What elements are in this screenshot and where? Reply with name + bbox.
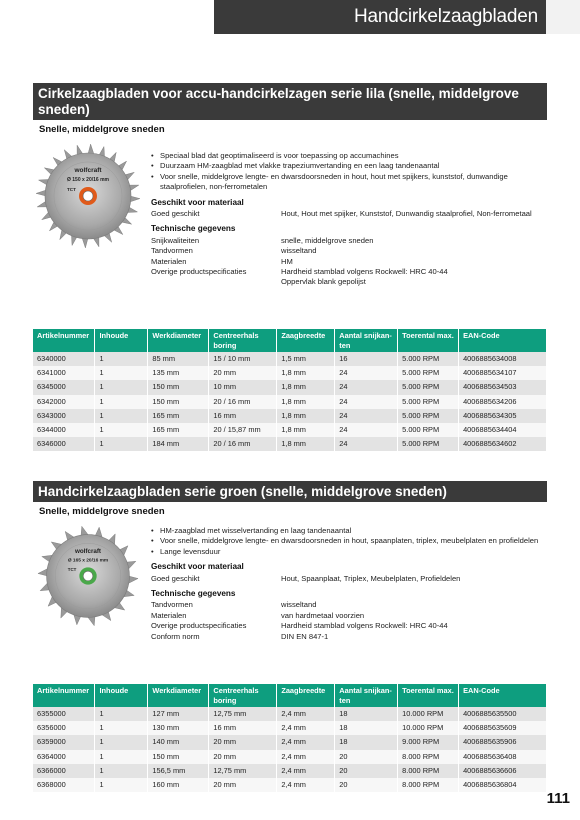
table-cell: 2,4 mm	[277, 721, 335, 735]
table-cell: 2,4 mm	[277, 707, 335, 721]
column-header: Inhoude	[95, 329, 148, 352]
table-cell: 12,75 mm	[209, 707, 277, 721]
table-cell: 24	[335, 409, 398, 423]
table-cell: 20 / 15,87 mm	[209, 423, 277, 437]
table-cell: 6356000	[33, 721, 95, 735]
table-cell: 130 mm	[148, 721, 209, 735]
table-cell: 4006885635609	[459, 721, 547, 735]
table-cell: 150 mm	[148, 380, 209, 394]
table-cell: 6346000	[33, 437, 95, 451]
table-cell: 20 mm	[209, 750, 277, 764]
table-cell: 10 mm	[209, 380, 277, 394]
table-cell: 6342000	[33, 395, 95, 409]
table-cell: 156,5 mm	[148, 764, 209, 778]
tech-key: Tandvormen	[151, 246, 193, 256]
table-cell: 4006885636408	[459, 750, 547, 764]
product-info	[151, 526, 547, 642]
table-cell: 24	[335, 437, 398, 451]
table-cell: 4006885634107	[459, 366, 547, 380]
tech-value: Hardheid stamblad volgens Rockwell: HRC 40-44	[281, 621, 448, 631]
table-cell: 4006885634008	[459, 352, 547, 366]
table-row	[33, 721, 547, 735]
column-header: Werkdiameter	[148, 684, 209, 707]
table-cell: 8.000 RPM	[398, 764, 459, 778]
tech-row	[151, 632, 547, 642]
tech-heading: Technische gegevens	[151, 224, 236, 234]
column-header: Werkdiameter	[148, 329, 209, 352]
table-cell: 24	[335, 366, 398, 380]
tech-value: wisseltand	[281, 600, 317, 610]
table-cell: 2,4 mm	[277, 735, 335, 749]
feature-item: • Voor snelle, middelgrove lengte- en dwarsdoorsneden in hout, spaanplaten, triplex, meubelplaten en profieldelen	[151, 536, 547, 546]
section-subtitle: Snelle, middelgrove sneden	[39, 506, 165, 517]
material-row	[151, 209, 547, 219]
tech-value: snelle, middelgrove sneden	[281, 235, 374, 245]
table-cell: 160 mm	[148, 778, 209, 792]
table-cell: 184 mm	[148, 437, 209, 451]
table-cell: 1	[95, 409, 148, 423]
feature-item: • HM-zaagblad met wisselvertanding en laag tandenaantal	[151, 526, 547, 536]
table-row	[33, 423, 547, 437]
material-value: Hout, Hout met spijker, Kunststof, Dunwandig staalprofiel, Non-ferrometaal	[281, 209, 532, 219]
table-cell: 135 mm	[148, 366, 209, 380]
table-cell: 140 mm	[148, 735, 209, 749]
table-cell: 6343000	[33, 409, 95, 423]
saw-blade-image	[35, 523, 141, 629]
table-cell: 20 mm	[209, 366, 277, 380]
tech-value: Hardheid stamblad volgens Rockwell: HRC 40-44	[281, 267, 448, 277]
table-cell: 165 mm	[148, 409, 209, 423]
table-cell: 8.000 RPM	[398, 750, 459, 764]
page-header-title: Handcirkelzaagbladen	[214, 0, 546, 34]
table-header-row	[33, 329, 547, 352]
table-cell: 16	[335, 352, 398, 366]
table-cell: 1	[95, 707, 148, 721]
table-cell: 4006885634206	[459, 395, 547, 409]
table-cell: 1	[95, 778, 148, 792]
table-cell: 1,8 mm	[277, 395, 335, 409]
table-cell: 1	[95, 395, 148, 409]
table-cell: 6355000	[33, 707, 95, 721]
tech-value: wisseltand	[281, 246, 317, 256]
blade-tct-label: TCT	[67, 187, 76, 192]
tech-key: Materialen	[151, 256, 187, 266]
tech-row	[151, 236, 547, 246]
section-title: Handcirkelzaagbladen serie groen (snelle, middelgrove sneden)	[33, 481, 547, 502]
table-cell: 2,4 mm	[277, 778, 335, 792]
table-cell: 150 mm	[148, 750, 209, 764]
table-row	[33, 735, 547, 749]
tech-row	[151, 621, 547, 631]
column-header: Toerental max.	[398, 329, 459, 352]
table-cell: 1	[95, 721, 148, 735]
table-cell: 16 mm	[209, 409, 277, 423]
table-cell: 24	[335, 423, 398, 437]
table-cell: 24	[335, 380, 398, 394]
table-cell: 20 mm	[209, 778, 277, 792]
product-info	[151, 151, 547, 288]
table-cell: 4006885635906	[459, 735, 547, 749]
table-cell: 1,8 mm	[277, 380, 335, 394]
blade-size-label: Ø 165 x 20/16 mm	[67, 558, 109, 564]
table-cell: 6368000	[33, 778, 95, 792]
header-tab-gap	[546, 0, 580, 34]
table-header-row	[33, 684, 547, 707]
section-groen	[33, 481, 547, 790]
tech-value: van hardmetaal voorzien	[281, 610, 365, 620]
table-cell: 6341000	[33, 366, 95, 380]
tech-row	[151, 246, 547, 256]
column-header: Artikelnummer	[33, 684, 95, 707]
spec-table	[33, 684, 547, 792]
table-cell: 18	[335, 721, 398, 735]
table-cell: 1,8 mm	[277, 437, 335, 451]
material-heading: Geschikt voor materiaal	[151, 562, 244, 572]
table-cell: 20 / 16 mm	[209, 437, 277, 451]
column-header: EAN-Code	[459, 684, 547, 707]
table-row	[33, 409, 547, 423]
column-header: Zaagbreedte	[277, 329, 335, 352]
section-subtitle: Snelle, middelgrove sneden	[39, 124, 165, 135]
blade-size-label: Ø 150 x 20/16 mm	[67, 177, 109, 183]
table-cell: 5.000 RPM	[398, 437, 459, 451]
tech-key: Snijkwaliteiten	[151, 235, 200, 245]
column-header: Centreerhals boring	[209, 329, 277, 352]
table-cell: 1,5 mm	[277, 352, 335, 366]
table-cell: 20	[335, 750, 398, 764]
tech-row	[151, 611, 547, 621]
tech-value: HM	[281, 256, 293, 266]
table-cell: 1	[95, 380, 148, 394]
column-header: Artikelnummer	[33, 329, 95, 352]
page-number: 111	[546, 790, 570, 807]
material-row	[151, 574, 547, 584]
table-cell: 4006885635500	[459, 707, 547, 721]
table-cell: 20 mm	[209, 735, 277, 749]
table-cell: 10.000 RPM	[398, 721, 459, 735]
table-row	[33, 380, 547, 394]
blade-tct-label: TCT	[67, 567, 77, 573]
table-cell: 18	[335, 735, 398, 749]
table-cell: 4006885636804	[459, 778, 547, 792]
material-value: Hout, Spaanplaat, Triplex, Meubelplaten, Profieldelen	[281, 573, 461, 583]
feature-item: • Duurzaam HM-zaagblad met vlakke trapeziumvertanding en een laag tandenaantal	[151, 161, 547, 171]
table-cell: 10.000 RPM	[398, 707, 459, 721]
table-row	[33, 764, 547, 778]
table-cell: 1,8 mm	[277, 409, 335, 423]
table-cell: 1	[95, 750, 148, 764]
table-row	[33, 707, 547, 721]
table-cell: 24	[335, 395, 398, 409]
table-cell: 150 mm	[148, 395, 209, 409]
table-cell: 20 / 16 mm	[209, 395, 277, 409]
table-row	[33, 366, 547, 380]
table-cell: 2,4 mm	[277, 764, 335, 778]
spec-table	[33, 329, 547, 451]
table-cell: 4006885634305	[459, 409, 547, 423]
table-cell: 6366000	[33, 764, 95, 778]
column-header: EAN-Code	[459, 329, 547, 352]
table-cell: 15 / 10 mm	[209, 352, 277, 366]
table-cell: 6340000	[33, 352, 95, 366]
table-cell: 4006885634503	[459, 380, 547, 394]
blade-brand-label: wolfcraft	[74, 547, 102, 555]
table-cell: 5.000 RPM	[398, 380, 459, 394]
table-cell: 12,75 mm	[209, 764, 277, 778]
table-cell: 1	[95, 352, 148, 366]
table-cell: 127 mm	[148, 707, 209, 721]
material-key: Goed geschikt	[151, 573, 200, 583]
table-cell: 5.000 RPM	[398, 352, 459, 366]
column-header: Centreerhals boring	[209, 684, 277, 707]
table-cell: 20	[335, 778, 398, 792]
saw-blade-image	[33, 141, 143, 251]
tech-row	[151, 267, 547, 277]
table-row	[33, 395, 547, 409]
table-cell: 1	[95, 764, 148, 778]
section-lila	[33, 83, 547, 449]
table-row	[33, 437, 547, 451]
table-cell: 1,8 mm	[277, 423, 335, 437]
table-cell: 1	[95, 437, 148, 451]
table-cell: 9.000 RPM	[398, 735, 459, 749]
tech-heading: Technische gegevens	[151, 589, 236, 599]
table-cell: 5.000 RPM	[398, 395, 459, 409]
feature-item: • Speciaal blad dat geoptimaliseerd is voor toepassing op accumachines	[151, 151, 547, 161]
table-cell: 5.000 RPM	[398, 366, 459, 380]
tech-row	[151, 600, 547, 610]
table-cell: 20	[335, 764, 398, 778]
column-header: Toerental max.	[398, 684, 459, 707]
table-cell: 85 mm	[148, 352, 209, 366]
table-cell: 6345000	[33, 380, 95, 394]
tech-row	[151, 277, 547, 287]
column-header: Aantal snijkan-ten	[335, 329, 398, 352]
table-cell: 6364000	[33, 750, 95, 764]
tech-value: Oppervlak blank gepolijst	[281, 277, 366, 287]
table-cell: 2,4 mm	[277, 750, 335, 764]
table-cell: 4006885636606	[459, 764, 547, 778]
table-cell: 4006885634404	[459, 423, 547, 437]
tech-key: Conform norm	[151, 631, 200, 641]
tech-key: Overige productspecificaties	[151, 621, 247, 631]
column-header: Inhoude	[95, 684, 148, 707]
table-cell: 4006885634602	[459, 437, 547, 451]
tech-value: DIN EN 847-1	[281, 631, 329, 641]
table-cell: 165 mm	[148, 423, 209, 437]
tech-row	[151, 257, 547, 267]
feature-list	[151, 526, 547, 557]
blade-brand-label: wolfcraft	[74, 167, 102, 174]
table-cell: 18	[335, 707, 398, 721]
table-row	[33, 352, 547, 366]
feature-item: • Lange levensduur	[151, 547, 547, 557]
table-cell: 8.000 RPM	[398, 778, 459, 792]
tech-key: Tandvormen	[151, 600, 193, 610]
table-row	[33, 750, 547, 764]
table-cell: 1,8 mm	[277, 366, 335, 380]
table-cell: 5.000 RPM	[398, 423, 459, 437]
table-cell: 1	[95, 735, 148, 749]
section-title: Cirkelzaagbladen voor accu-handcirkelzagen serie lila (snelle, middelgrove sneden)	[33, 83, 547, 120]
material-heading: Geschikt voor materiaal	[151, 197, 244, 207]
tech-key: Overige productspecificaties	[151, 267, 247, 277]
feature-item: • Voor snelle, middelgrove lengte- en dwarsdoorsneden in hout, hout met spijkers, kunststof, dunwandige staalprofielen, non-ferrometalen	[151, 172, 547, 193]
column-header: Zaagbreedte	[277, 684, 335, 707]
table-row	[33, 778, 547, 792]
table-cell: 6344000	[33, 423, 95, 437]
table-cell: 16 mm	[209, 721, 277, 735]
material-key: Goed geschikt	[151, 209, 200, 219]
tech-key: Materialen	[151, 610, 187, 620]
table-cell: 6359000	[33, 735, 95, 749]
column-header: Aantal snijkan-ten	[335, 684, 398, 707]
table-cell: 1	[95, 366, 148, 380]
feature-list	[151, 151, 547, 193]
tech-key	[151, 277, 281, 287]
table-cell: 5.000 RPM	[398, 409, 459, 423]
table-cell: 1	[95, 423, 148, 437]
